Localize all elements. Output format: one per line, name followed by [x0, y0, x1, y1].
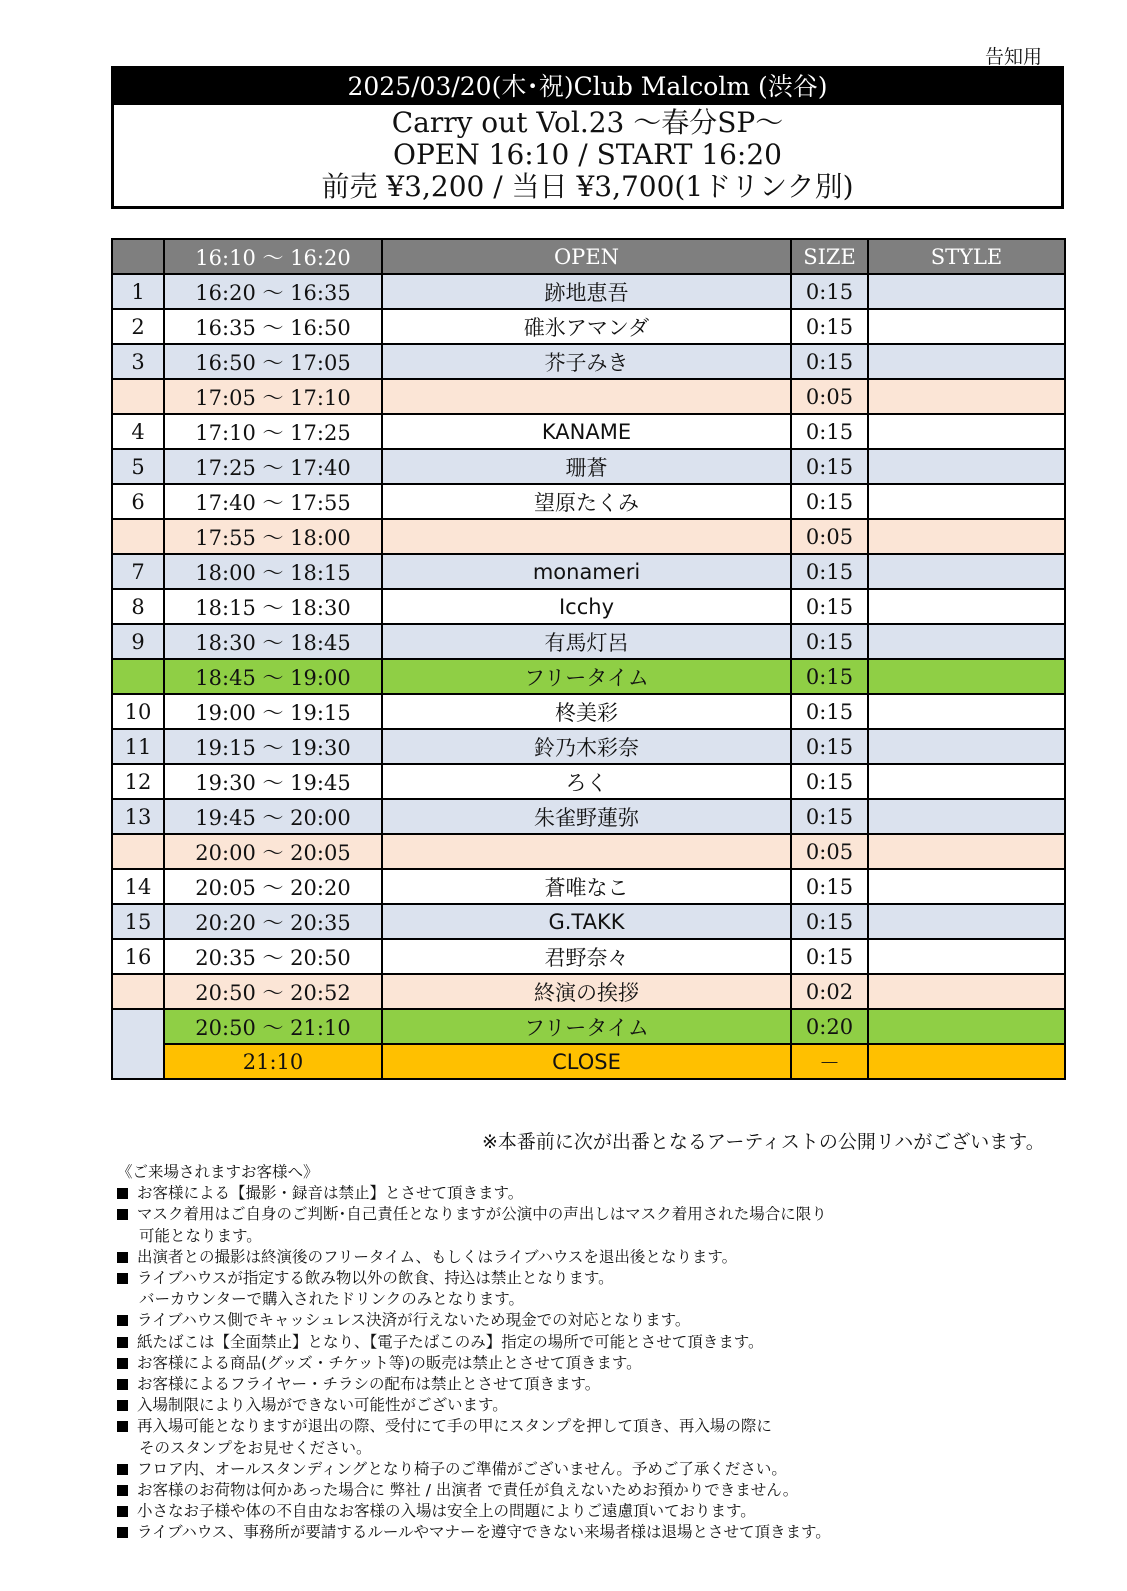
cell-style — [868, 519, 1065, 554]
table-row — [112, 799, 1065, 834]
cell-time: 19:45 ～ 20:00 — [164, 799, 382, 834]
cell-name: 望原たくみ — [382, 484, 791, 519]
table-row — [112, 344, 1065, 379]
bullet-square-icon — [117, 1400, 128, 1411]
cell-time: 19:15 ～ 19:30 — [164, 729, 382, 764]
cell-time: 16:20 ～ 16:35 — [164, 274, 382, 309]
table-row — [112, 869, 1065, 904]
rule-text: ライブハウス、事務所が要請するルールやマナーを遵守できない来場者様は退場とさせて頂きます。 — [137, 1523, 831, 1542]
table-row — [112, 939, 1065, 974]
header-size: SIZE — [791, 239, 868, 274]
table-row — [112, 589, 1065, 624]
cell-style — [868, 974, 1065, 1009]
bullet-square-icon — [117, 1315, 128, 1326]
cell-style — [868, 589, 1065, 624]
event-price: 前売 ¥3,200 / 当日 ¥3,700(1ドリンク別) — [321, 170, 854, 203]
cell-name: 朱雀野蓮弥 — [382, 799, 791, 834]
event-header — [111, 66, 1064, 209]
schedule-body — [112, 274, 1065, 1079]
rule-text: お客様による商品(グッズ・チケット等)の販売は禁止とさせて頂きます。 — [137, 1353, 642, 1372]
rule-item — [117, 1247, 1107, 1268]
cell-num — [112, 659, 164, 694]
cell-size: 0:15 — [791, 729, 868, 764]
cell-size: 0:15 — [791, 554, 868, 589]
cell-size: 0:15 — [791, 414, 868, 449]
cell-style — [868, 414, 1065, 449]
cell-time: 18:45 ～ 19:00 — [164, 659, 382, 694]
cell-style — [868, 694, 1065, 729]
cell-name: 芥子みき — [382, 344, 791, 379]
cell-size: 0:02 — [791, 974, 868, 1009]
cell-time: 17:25 ～ 17:40 — [164, 449, 382, 484]
cell-style — [868, 624, 1065, 659]
cell-size: － — [791, 1044, 868, 1079]
cell-name: monameri — [382, 554, 791, 589]
rule-continuation: 可能となります。 — [139, 1226, 262, 1245]
cell-num — [112, 1009, 164, 1079]
cell-size: 0:15 — [791, 449, 868, 484]
rule-item — [117, 1416, 1107, 1437]
rule-text: 小さなお子様や体の不自由なお客様の入場は安全上の問題によりご遠慮頂いております。 — [137, 1502, 756, 1521]
cell-time: 18:00 ～ 18:15 — [164, 554, 382, 589]
cell-num: 1 — [112, 274, 164, 309]
rule-item — [117, 1459, 1107, 1480]
rules-section — [117, 1162, 1107, 1544]
cell-size: 0:15 — [791, 939, 868, 974]
event-title: Carry out Vol.23 ～春分SP～ — [391, 106, 784, 139]
cell-style — [868, 764, 1065, 799]
bullet-square-icon — [117, 1421, 128, 1432]
cell-time: 17:05 ～ 17:10 — [164, 379, 382, 414]
cell-name — [382, 379, 791, 414]
cell-style — [868, 449, 1065, 484]
cell-num — [112, 834, 164, 869]
table-row — [112, 659, 1065, 694]
cell-num: 4 — [112, 414, 164, 449]
rule-item — [117, 1501, 1107, 1522]
cell-time: 20:05 ～ 20:20 — [164, 869, 382, 904]
cell-num: 11 — [112, 729, 164, 764]
cell-style — [868, 869, 1065, 904]
cell-size: 0:15 — [791, 589, 868, 624]
rule-text: マスク着用はご自身のご判断･自己責任となりますが公演中の声出しはマスク着用された場合に限り — [137, 1205, 827, 1224]
cell-time: 17:10 ～ 17:25 — [164, 414, 382, 449]
table-row — [112, 519, 1065, 554]
cell-style — [868, 799, 1065, 834]
cell-size: 0:15 — [791, 659, 868, 694]
cell-name: 碓氷アマンダ — [382, 309, 791, 344]
cell-style — [868, 484, 1065, 519]
cell-num: 10 — [112, 694, 164, 729]
table-row — [112, 274, 1065, 309]
rules-intro: 《ご来場されますお客様へ》 — [117, 1163, 319, 1181]
footnote: ※本番前に次が出番となるアーティストの公開リハがございます。 — [482, 1131, 1045, 1153]
cell-size: 0:15 — [791, 344, 868, 379]
bullet-square-icon — [117, 1358, 128, 1369]
cell-time: 20:00 ～ 20:05 — [164, 834, 382, 869]
rule-text: ライブハウスが指定する飲み物以外の飲食、持込は禁止となります。 — [137, 1269, 614, 1288]
header-num — [112, 239, 164, 274]
table-row — [112, 694, 1065, 729]
cell-num: 8 — [112, 589, 164, 624]
cell-time: 20:50 ～ 21:10 — [164, 1009, 382, 1044]
rule-text: 入場制限により入場ができない可能性がございます。 — [137, 1396, 508, 1415]
rule-item — [117, 1310, 1107, 1331]
cell-size: 0:15 — [791, 694, 868, 729]
cell-num: 2 — [112, 309, 164, 344]
cell-size: 0:15 — [791, 869, 868, 904]
cell-style — [868, 659, 1065, 694]
rule-continuation: そのスタンプをお見せください。 — [139, 1438, 372, 1457]
rule-text: お客様によるフライヤー・チラシの配布は禁止とさせて頂きます。 — [137, 1375, 601, 1394]
rule-item — [117, 1480, 1107, 1501]
cell-num: 16 — [112, 939, 164, 974]
rule-item — [117, 1522, 1107, 1543]
rule-text: フロア内、オールスタンディングとなり椅子のご準備がございません。予めご了承ください。 — [137, 1459, 787, 1478]
cell-style — [868, 379, 1065, 414]
cell-style — [868, 554, 1065, 589]
cell-name: 鈴乃木彩奈 — [382, 729, 791, 764]
cell-time: 19:30 ～ 19:45 — [164, 764, 382, 799]
rule-text: 紙たばこは【全面禁止】となり、【電子たばこのみ】指定の場所で可能とさせて頂きます。 — [137, 1332, 764, 1351]
bullet-square-icon — [117, 1252, 128, 1263]
notice-label: 告知用 — [985, 46, 1043, 68]
rule-text: ライブハウス側でキャッシュレス決済が行えないため現金での対応となります。 — [137, 1311, 691, 1330]
rule-item — [117, 1395, 1107, 1416]
table-row — [112, 834, 1065, 869]
cell-num — [112, 974, 164, 1009]
cell-name: フリータイム — [382, 1009, 791, 1044]
bullet-square-icon — [117, 1464, 128, 1475]
cell-num: 6 — [112, 484, 164, 519]
rule-text: お客様のお荷物は何かあった場合に 弊社 / 出演者 で責任が負えないためお預かりできません。 — [137, 1481, 799, 1500]
table-row — [112, 1009, 1065, 1044]
table-row — [112, 449, 1065, 484]
cell-time: 18:15 ～ 18:30 — [164, 589, 382, 624]
cell-name: 君野奈々 — [382, 939, 791, 974]
event-times: OPEN 16:10 / START 16:20 — [393, 138, 782, 171]
bullet-square-icon — [117, 1527, 128, 1538]
cell-style — [868, 939, 1065, 974]
cell-style — [868, 1009, 1065, 1044]
cell-name: 終演の挨拶 — [382, 974, 791, 1009]
cell-name: ろく — [382, 764, 791, 799]
bullet-square-icon — [117, 1485, 128, 1496]
table-row — [112, 1044, 1065, 1079]
cell-num: 7 — [112, 554, 164, 589]
cell-num — [112, 379, 164, 414]
event-info — [114, 105, 1061, 206]
cell-time: 20:50 ～ 20:52 — [164, 974, 382, 1009]
cell-name: 有馬灯呂 — [382, 624, 791, 659]
cell-time: 17:55 ～ 18:00 — [164, 519, 382, 554]
cell-size: 0:05 — [791, 519, 868, 554]
table-row — [112, 309, 1065, 344]
cell-time: 18:30 ～ 18:45 — [164, 624, 382, 659]
rule-text: 出演者との撮影は終演後のフリータイム、もしくはライブハウスを退出後となります。 — [137, 1247, 738, 1266]
rule-text: 再入場可能となりますが退出の際、受付にて手の甲にスタンプを押して頂き、再入場の際に — [137, 1417, 772, 1436]
cell-num: 3 — [112, 344, 164, 379]
cell-time: 20:35 ～ 20:50 — [164, 939, 382, 974]
cell-num: 5 — [112, 449, 164, 484]
cell-name — [382, 519, 791, 554]
bullet-square-icon — [117, 1379, 128, 1390]
cell-style — [868, 1044, 1065, 1079]
rule-item — [117, 1268, 1107, 1289]
cell-size: 0:05 — [791, 379, 868, 414]
cell-size: 0:15 — [791, 799, 868, 834]
cell-style — [868, 344, 1065, 379]
header-time: 16:10 ～ 16:20 — [164, 239, 382, 274]
cell-style — [868, 904, 1065, 939]
schedule-table — [111, 238, 1066, 1080]
cell-name: 跡地恵吾 — [382, 274, 791, 309]
cell-size: 0:15 — [791, 624, 868, 659]
cell-name — [382, 834, 791, 869]
cell-size: 0:20 — [791, 1009, 868, 1044]
cell-time: 20:20 ～ 20:35 — [164, 904, 382, 939]
bullet-square-icon — [117, 1506, 128, 1517]
table-row — [112, 904, 1065, 939]
table-row — [112, 764, 1065, 799]
cell-name: Icchy — [382, 589, 791, 624]
cell-time: 21:10 — [164, 1044, 382, 1079]
header-style: STYLE — [868, 239, 1065, 274]
cell-style — [868, 834, 1065, 869]
cell-time: 19:00 ～ 19:15 — [164, 694, 382, 729]
cell-style — [868, 729, 1065, 764]
cell-num: 15 — [112, 904, 164, 939]
table-row — [112, 554, 1065, 589]
rule-item — [117, 1353, 1107, 1374]
cell-time: 16:35 ～ 16:50 — [164, 309, 382, 344]
rule-continuation: バーカウンターで購入されたドリンクのみとなります。 — [139, 1290, 525, 1309]
rule-text: お客様による【撮影・録音は禁止】とさせて頂きます。 — [137, 1184, 524, 1203]
rule-item — [117, 1183, 1107, 1204]
cell-name: 柊美彩 — [382, 694, 791, 729]
cell-num: 13 — [112, 799, 164, 834]
date-venue: 2025/03/20(木･祝)Club Malcolm (渋谷) — [114, 69, 1061, 105]
cell-size: 0:15 — [791, 484, 868, 519]
cell-size: 0:15 — [791, 764, 868, 799]
rule-item — [117, 1374, 1107, 1395]
table-row — [112, 414, 1065, 449]
rule-item — [117, 1204, 1107, 1225]
table-row — [112, 379, 1065, 414]
bullet-square-icon — [117, 1209, 128, 1220]
rule-item — [117, 1332, 1107, 1353]
cell-size: 0:05 — [791, 834, 868, 869]
cell-num: 14 — [112, 869, 164, 904]
cell-size: 0:15 — [791, 309, 868, 344]
cell-num: 9 — [112, 624, 164, 659]
bullet-square-icon — [117, 1273, 128, 1284]
table-row — [112, 484, 1065, 519]
cell-num — [112, 519, 164, 554]
cell-name: KANAME — [382, 414, 791, 449]
table-header-row — [112, 239, 1065, 274]
bullet-square-icon — [117, 1188, 128, 1199]
cell-size: 0:15 — [791, 904, 868, 939]
cell-num: 12 — [112, 764, 164, 799]
header-name: OPEN — [382, 239, 791, 274]
cell-name: フリータイム — [382, 659, 791, 694]
cell-name: 珊蒼 — [382, 449, 791, 484]
cell-size: 0:15 — [791, 274, 868, 309]
cell-style — [868, 274, 1065, 309]
table-row — [112, 624, 1065, 659]
bullet-square-icon — [117, 1337, 128, 1348]
cell-time: 16:50 ～ 17:05 — [164, 344, 382, 379]
cell-time: 17:40 ～ 17:55 — [164, 484, 382, 519]
cell-style — [868, 309, 1065, 344]
table-row — [112, 729, 1065, 764]
table-row — [112, 974, 1065, 1009]
cell-name: 蒼唯なこ — [382, 869, 791, 904]
rules-list — [117, 1183, 1107, 1543]
cell-name: G.TAKK — [382, 904, 791, 939]
cell-name: CLOSE — [382, 1044, 791, 1079]
